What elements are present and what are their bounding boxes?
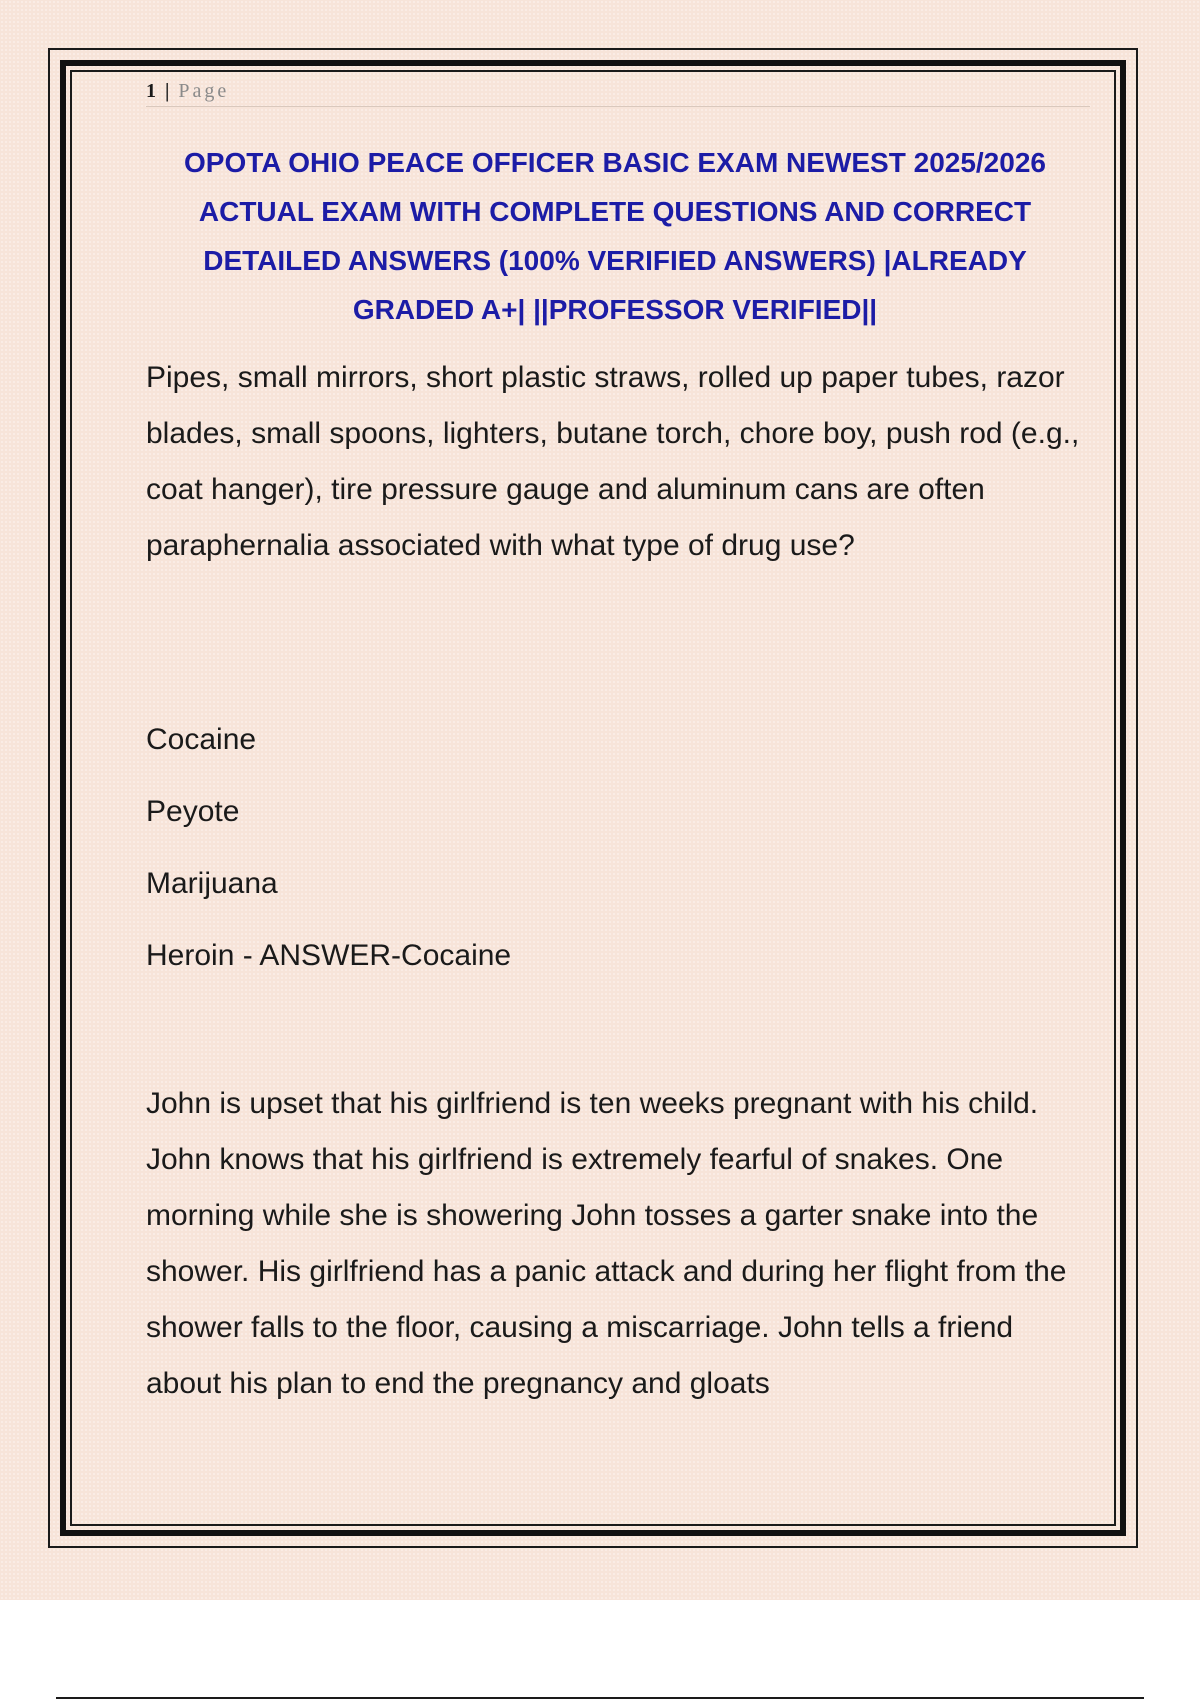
page-header-separator: | (165, 80, 170, 102)
answer-option: Cocaine (146, 723, 257, 756)
question-1-options (146, 718, 1096, 1006)
page-label: Page (178, 80, 230, 102)
question-2-text: John is upset that his girlfriend is ten weeks pregnant with his child. John knows that his girlfriend is extremely fearful of snakes. One morning while she is showering John tosses a garter snake into the shower. His girlfriend has a panic attack and during her flight from the shower falls to the floor, causing a miscarriage. John tells a friend about his plan to end the pregnancy and gloats (146, 1087, 1067, 1400)
question-1-text: Pipes, small mirrors, short plastic straws, rolled up paper tubes, razor blades, small spoons, lighters, butane torch, chore boy, push rod (e.g., coat hanger), tire pressure gauge and aluminum cans are often paraphernalia associated with what type of drug use? (146, 361, 1080, 562)
page-number: 1 (146, 80, 156, 102)
page-header (146, 76, 1090, 107)
page-divider-line (56, 1697, 1144, 1699)
document-title: OPOTA OHIO PEACE OFFICER BASIC EXAM NEWEST 2025/2026 ACTUAL EXAM WITH COMPLETE QUESTIONS AND CORRECT DETAILED ANSWERS (100% VERIFIED ANSWERS) |ALREADY GRADED A+| ||PROFESSOR VERIFIED|| (184, 147, 1046, 325)
answer-option: Marijuana (146, 867, 278, 900)
answer-option: Peyote (146, 795, 240, 828)
answer-option-with-answer: Heroin - ANSWER-Cocaine (146, 939, 512, 972)
